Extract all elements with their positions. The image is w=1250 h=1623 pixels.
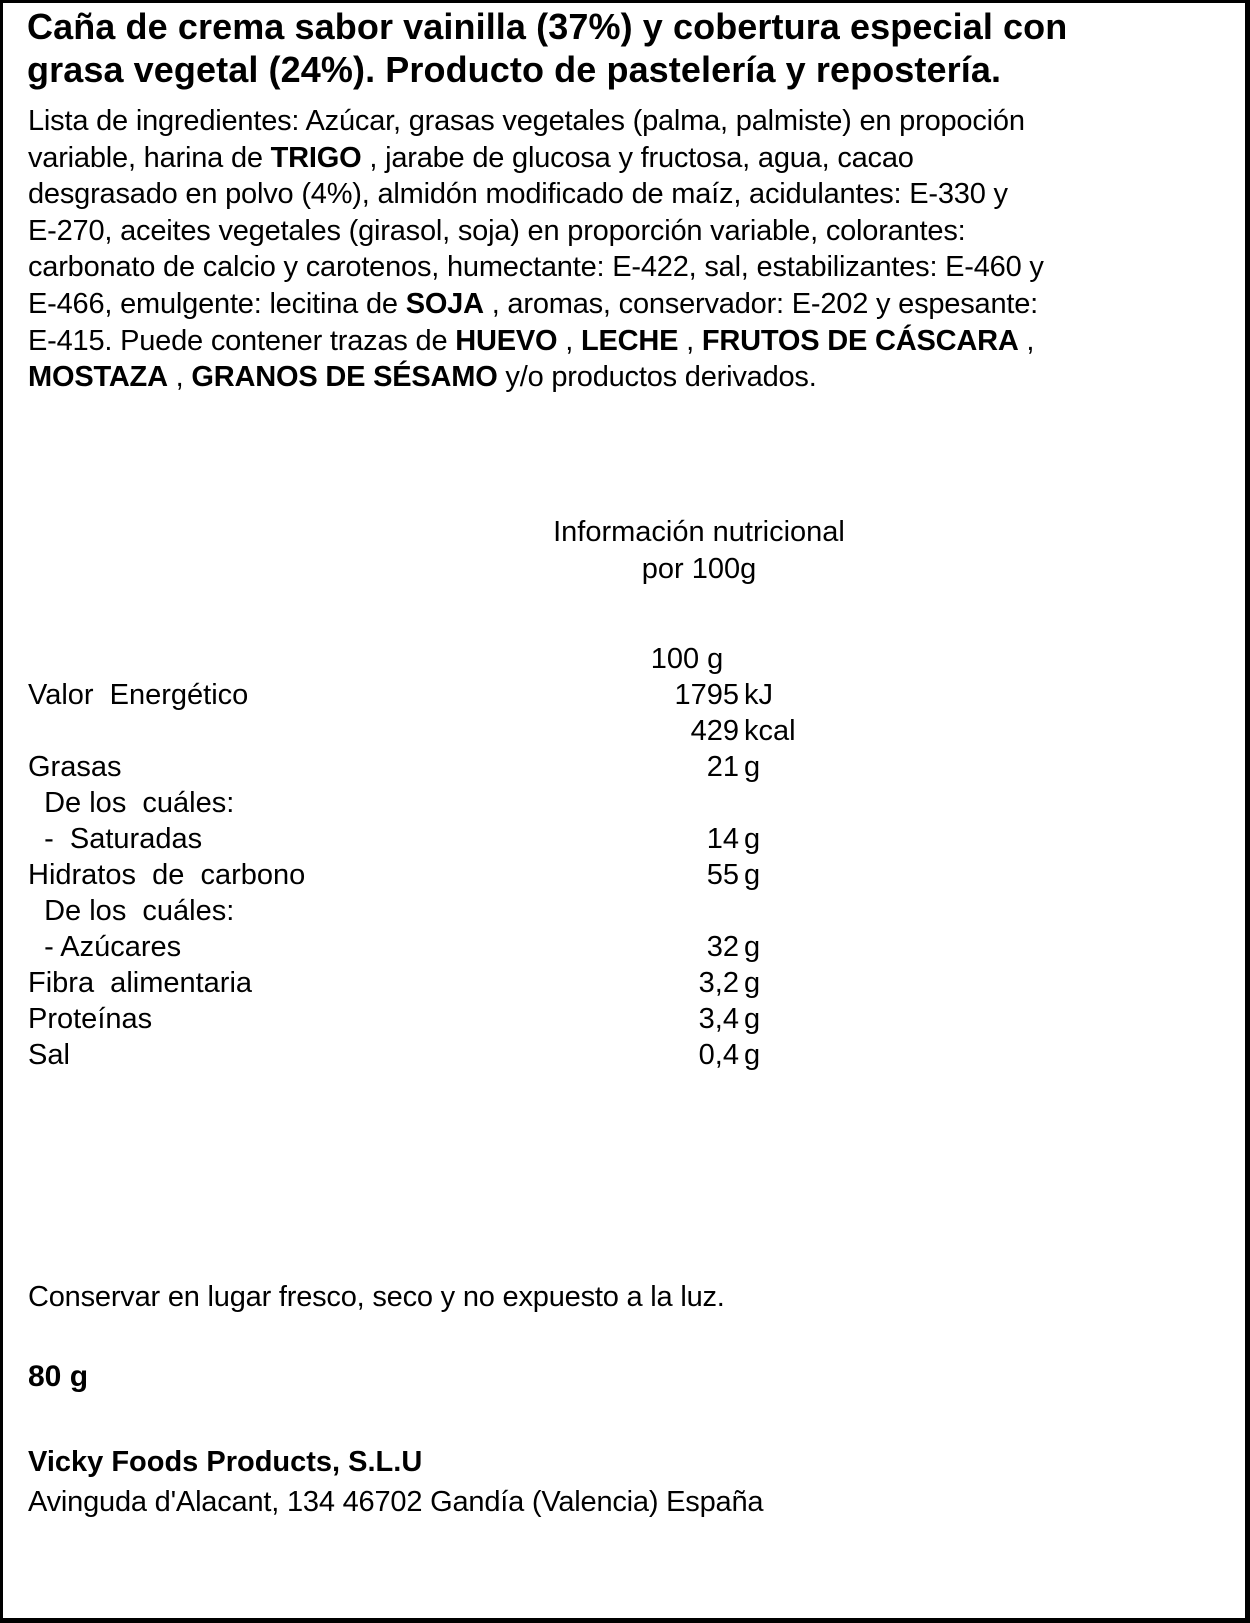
nutrition-row-label: De los cuáles: — [28, 895, 235, 927]
nutrition-row-unit: g — [744, 859, 761, 891]
net-weight: 80 g — [28, 1360, 89, 1393]
nutrition-row-label: - Azúcares — [28, 931, 182, 963]
ingredients-text: y/o productos derivados. — [497, 361, 817, 394]
nutrition-row-label: De los cuáles: — [28, 787, 235, 819]
nutrition-heading — [3, 514, 1250, 588]
nutrition-row-value: 21 — [706, 751, 739, 783]
allergen: FRUTOS DE CÁSCARA — [701, 324, 1019, 357]
ingredients-text: , — [1018, 324, 1035, 357]
ingredients-text: desgrasado en polvo (4%), almidón modificado de maíz, acidulantes: E-330 y — [28, 178, 1008, 211]
nutrition-row-unit: g — [744, 823, 761, 855]
ingredients-text: , — [557, 324, 581, 357]
nutrition-row-unit: g — [744, 931, 761, 963]
nutrition-row-label: Fibra alimentaria — [28, 967, 253, 999]
nutrition-row-unit: g — [744, 967, 761, 999]
ingredients-text: , — [167, 361, 192, 394]
nutrition-row-value: 429 — [690, 715, 739, 747]
nutrition-row-label: Grasas — [28, 751, 122, 783]
nutrition-row-value: 1795 — [674, 679, 739, 711]
nutrition-row-value: 3,2 — [698, 967, 739, 999]
allergen: GRANOS DE SÉSAMO — [191, 361, 498, 394]
allergen: TRIGO — [270, 141, 362, 174]
ingredients-text: carbonato de calcio y carotenos, humectante: E-422, sal, estabilizantes: E-460 y — [28, 251, 1044, 284]
product-title-line: grasa vegetal (24%). Producto de pastelería y repostería. — [27, 49, 1002, 90]
storage-instructions: Conservar en lugar fresco, seco y no expuesto a la luz. — [28, 1281, 725, 1313]
nutrition-title: Información nutricional — [553, 516, 845, 548]
manufacturer-address: Avinguda d'Alacant, 134 46702 Gandía (Valencia) España — [28, 1486, 764, 1518]
nutrition-row-unit: g — [744, 1039, 761, 1071]
ingredients-list — [28, 103, 1044, 396]
ingredients-line — [28, 286, 1044, 323]
manufacturer-name: Vicky Foods Products, S.L.U — [28, 1446, 423, 1478]
ingredients-text: E-270, aceites vegetales (girasol, soja) en proporción variable, colorantes: — [28, 214, 966, 247]
nutrition-subtitle: por 100g — [641, 553, 757, 585]
ingredients-text: E-415. Puede contener trazas de — [28, 324, 456, 357]
allergen: LECHE — [581, 324, 679, 357]
nutrition-row-label: Proteínas — [28, 1003, 153, 1035]
nutrition-row-value: 14 — [706, 823, 739, 855]
ingredients-line — [28, 323, 1044, 360]
nutrition-column-header: 100 g — [650, 643, 724, 675]
ingredients-line — [28, 359, 1044, 396]
ingredients-text: , aromas, conservador: E-202 y espesante: — [483, 287, 1039, 320]
ingredients-line — [28, 176, 1044, 213]
ingredients-text: , jarabe de glucosa y fructosa, agua, cacao — [361, 141, 914, 174]
nutrition-row-label: Hidratos de carbono — [28, 859, 306, 891]
nutrition-row-unit: kcal — [744, 715, 796, 747]
nutrition-row-label: Valor Energético — [28, 679, 249, 711]
allergen: HUEVO — [455, 324, 558, 357]
product-title — [27, 5, 1067, 91]
nutrition-row-label: - Saturadas — [28, 823, 203, 855]
allergen: MOSTAZA — [28, 361, 168, 394]
ingredients-line — [28, 249, 1044, 286]
nutrition-row-unit: g — [744, 751, 761, 783]
allergen: SOJA — [405, 287, 484, 320]
ingredients-text: E-466, emulgente: lecitina de — [28, 287, 406, 320]
nutrition-row-value: 32 — [706, 931, 739, 963]
nutrition-row-value: 55 — [706, 859, 739, 891]
nutrition-row-value: 3,4 — [698, 1003, 739, 1035]
ingredients-line — [28, 140, 1044, 177]
product-title-line: Caña de crema sabor vainilla (37%) y cobertura especial con — [27, 6, 1068, 47]
ingredients-text: variable, harina de — [28, 141, 271, 174]
nutrition-row-label: Sal — [28, 1039, 70, 1071]
ingredients-line — [28, 103, 1044, 140]
ingredients-line — [28, 213, 1044, 250]
ingredients-text: , — [678, 324, 702, 357]
nutrition-row-value: 0,4 — [698, 1039, 739, 1071]
nutrition-row-unit: g — [744, 1003, 761, 1035]
nutrition-row-unit: kJ — [744, 679, 773, 711]
ingredients-text: Lista de ingredientes: Azúcar, grasas vegetales (palma, palmiste) en propoción — [28, 105, 1025, 137]
